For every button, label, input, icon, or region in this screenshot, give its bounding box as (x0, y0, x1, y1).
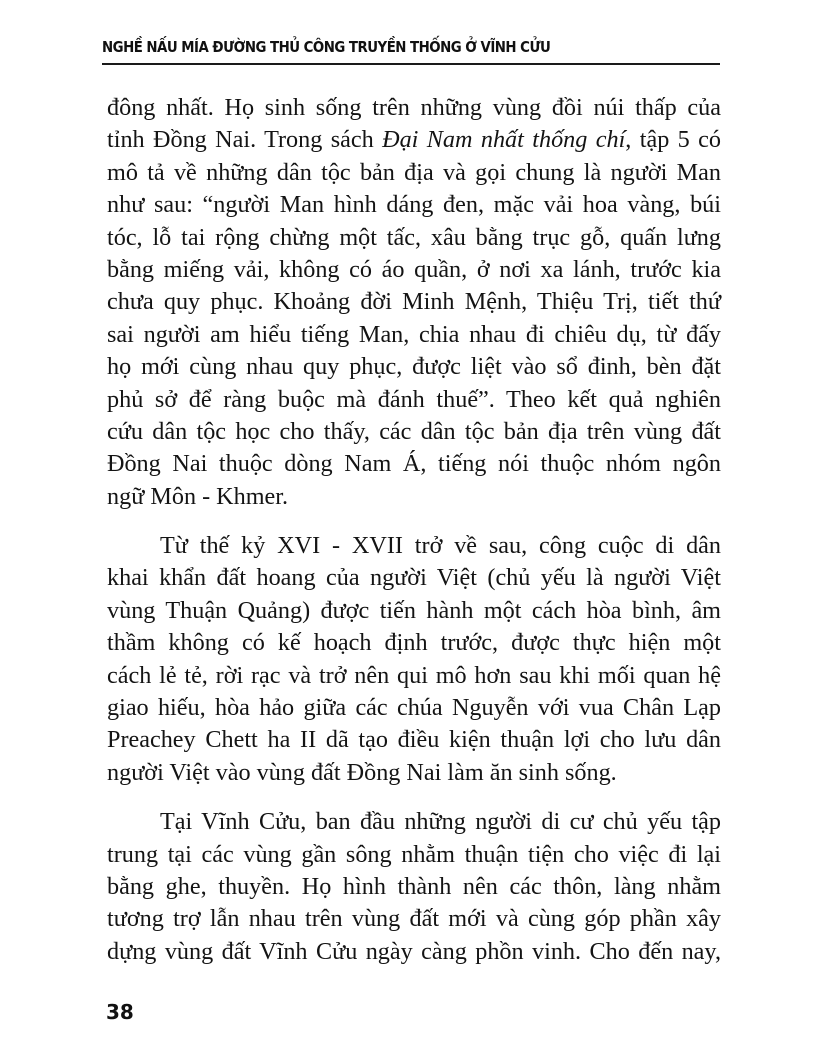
text-line: Preachey Chett ha II dã tạo điều kiện thuận lợi cho lưu dân (107, 726, 721, 754)
body-text (107, 92, 721, 968)
text-line: thầm không có kế hoạch định trước, được thực hiện một (107, 629, 721, 657)
text-line: khai khẩn đất hoang của người Việt (chủ yếu là người Việt (107, 564, 721, 592)
text-line: bằng miếng vải, không có áo quần, ở nơi xa lánh, trước kia (107, 255, 721, 283)
text-line (107, 124, 721, 156)
paragraph-gap (107, 789, 721, 806)
text-run: tỉnh Đồng Nai. Trong sách (107, 126, 383, 154)
text-line: cách lẻ tẻ, rời rạc và trở nên qui mô hơn sau khi mối quan hệ (107, 661, 721, 689)
header-rule (102, 63, 720, 65)
text-line: sai người am hiểu tiếng Man, chia nhau đi chiêu dụ, từ đấy (107, 320, 721, 348)
text-line: tương trợ lẫn nhau trên vùng đất mới và cùng góp phần xây (107, 905, 721, 933)
text-line: chưa quy phục. Khoảng đời Minh Mệnh, Thiệu Trị, tiết thứ (107, 288, 721, 316)
text-line: Đồng Nai thuộc dòng Nam Á, tiếng nói thuộc nhóm ngôn (107, 450, 721, 478)
running-head: NGHỀ NẤU MÍA ĐƯỜNG THỦ CÔNG TRUYỀN THỐNG Ở VĨNH CỬU (102, 38, 551, 56)
page-number: 38 (106, 1000, 134, 1024)
text-line: mô tả về những dân tộc bản địa và gọi chung là người Man (107, 158, 721, 186)
text-line: Từ thế kỷ XVI - XVII trở về sau, công cuộc di dân (160, 532, 721, 560)
paragraph (107, 806, 721, 968)
book-title: Đại Nam nhất thống chí (382, 126, 626, 154)
text-line: trung tại các vùng gần sông nhằm thuận tiện cho việc đi lại (107, 840, 721, 868)
text-line: đông nhất. Họ sinh sống trên những vùng đồi núi thấp của (107, 94, 721, 121)
paragraph (107, 92, 721, 513)
text-run: , tập 5 có (625, 126, 721, 154)
text-line: cứu dân tộc học cho thấy, các dân tộc bản địa trên vùng đất (107, 417, 721, 445)
paragraph (107, 530, 721, 789)
paragraph-gap (107, 513, 721, 530)
text-line: ngữ Môn - Khmer. (107, 482, 289, 510)
text-line: người Việt vào vùng đất Đồng Nai làm ăn sinh sống. (107, 758, 617, 786)
text-line: như sau: “người Man hình dáng đen, mặc vải hoa vàng, búi (107, 191, 721, 219)
text-line: họ mới cùng nhau quy phục, được liệt vào sổ đinh, bèn đặt (107, 353, 721, 381)
text-line: phủ sở để ràng buộc mà đánh thuế”. Theo kết quả nghiên (107, 385, 721, 413)
text-line: tóc, lỗ tai rộng chừng một tấc, xâu bằng trục gỗ, quấn lưng (107, 223, 721, 251)
text-line: vùng Thuận Quảng) được tiến hành một cách hòa bình, âm (107, 596, 721, 624)
text-line: dựng vùng đất Vĩnh Cửu ngày càng phồn vinh. Cho đến nay, (107, 937, 721, 965)
text-line: giao hiếu, hòa hảo giữa các chúa Nguyễn với vua Chân Lạp (107, 694, 721, 722)
text-line: bằng ghe, thuyền. Họ hình thành nên các thôn, làng nhằm (107, 872, 721, 900)
text-line: Tại Vĩnh Cửu, ban đầu những người di cư chủ yếu tập (160, 808, 721, 836)
